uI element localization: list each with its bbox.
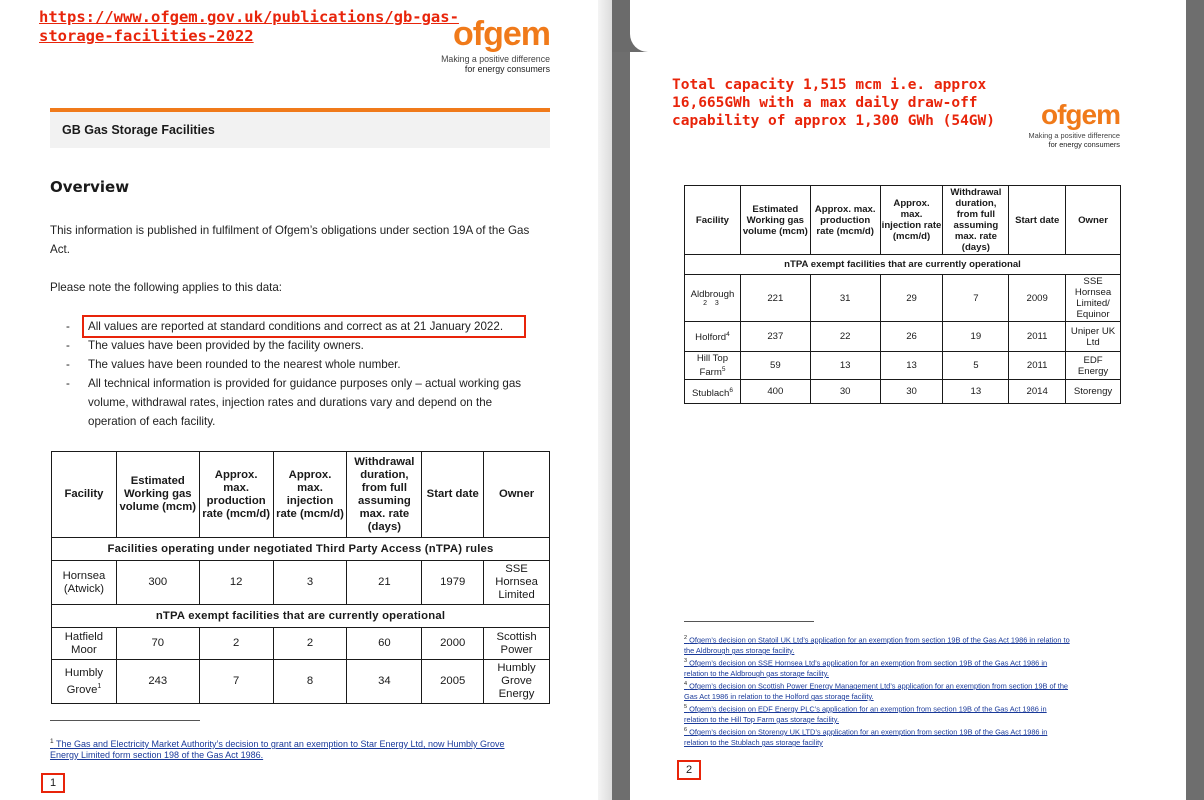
col-header-withdrawal: Withdrawal duration, from full assuming max. rate (days) <box>347 452 422 538</box>
cell-production: 31 <box>810 275 880 322</box>
cell-withdrawal: 13 <box>943 380 1009 404</box>
cell-start: 2005 <box>422 660 484 704</box>
col-header-facility: Facility <box>685 186 741 255</box>
footnote-ref[interactable]: 4 <box>726 331 730 339</box>
cell-production: 22 <box>810 322 880 352</box>
cell-production: 12 <box>199 561 273 605</box>
cell-owner: Storengy <box>1066 380 1121 404</box>
cell-volume: 221 <box>740 275 810 322</box>
intro-paragraph <box>50 221 529 259</box>
cell-volume: 70 <box>116 628 199 660</box>
logo-tagline-line-2: for energy consumers <box>464 64 550 75</box>
col-header-production: Approx. max. production rate (mcm/d) <box>810 186 880 255</box>
bullet-dash: - <box>66 377 70 390</box>
url-annotation-line-1: https://www.ofgem.gov.uk/publications/gb-gas- <box>39 8 459 26</box>
logo-wordmark: ofgem <box>453 15 550 53</box>
bullet-text: The values have been provided by the facility owners. <box>88 339 364 352</box>
table-section-row <box>52 538 550 561</box>
col-header-injection: Approx. max. injection rate (mcm/d) <box>880 186 943 255</box>
overview-heading: Overview <box>50 178 130 196</box>
table-row <box>52 628 550 660</box>
facility-name: Holford <box>695 332 727 344</box>
col-header-withdrawal: Withdrawal duration, from full assuming max. rate (days) <box>943 186 1009 255</box>
footnote-link-line-1: Ofgem’s decision on Statoil UK Ltd’s application for an exemption from section 19B of the Gas Act 1986 in relation to <box>689 635 1070 645</box>
cell-injection: 30 <box>880 380 943 404</box>
footnote-link-line-1: Ofgem’s decision on Storengy UK LTD’s application for an exemption from section 19B of the Gas Act 1986 in <box>689 727 1048 737</box>
cell-owner: Humbly Grove Energy <box>484 660 550 704</box>
cell-production: 2 <box>199 628 273 660</box>
capacity-line-2: 16,665GWh with a max daily draw-off <box>672 95 978 111</box>
cell-owner: SSE Hornsea Limited <box>484 561 550 605</box>
note-text: Please note the following applies to this data: <box>50 281 283 294</box>
cell-start: 2009 <box>1009 275 1066 322</box>
footnote-4[interactable] <box>684 679 1124 702</box>
cell-withdrawal: 21 <box>347 561 422 605</box>
footnote-link-line-1: Ofgem’s decision on EDF Energy PLC’s application for an exemption from section 19B of the Gas Act 1986 in <box>689 704 1047 714</box>
footnote-link-line-1: The Gas and Electricity Market Authority’s decision to grant an exemption to Star Energy Ltd, now Humbly Grove <box>55 739 505 749</box>
page-number-1: 1 <box>41 773 65 793</box>
footnote-number: 2 <box>684 635 688 641</box>
bullet-4-line-1: All technical information is provided for guidance purposes only – actual working gas <box>88 377 522 390</box>
document-page-1 <box>0 0 598 800</box>
cell-facility <box>685 275 741 322</box>
viewer-frame-right <box>1186 0 1204 800</box>
footnote-number: 5 <box>684 704 688 710</box>
col-header-start: Start date <box>422 452 484 538</box>
logo-tagline-line-1: Making a positive difference <box>441 54 550 64</box>
section-exempt-label: nTPA exempt facilities that are currently operational <box>685 255 1121 275</box>
intro-line-2: Act. <box>50 243 70 256</box>
table-row <box>52 561 550 605</box>
storage-table-page-2 <box>684 185 1121 404</box>
cell-start: 2011 <box>1009 322 1066 352</box>
footnote-2[interactable] <box>684 633 1124 656</box>
page-number-2: 2 <box>677 760 701 780</box>
cell-start: 2011 <box>1009 352 1066 380</box>
storage-table-page-1 <box>51 451 550 704</box>
document-title-band <box>50 108 550 148</box>
logo-tagline <box>1010 132 1120 149</box>
footnote-3[interactable] <box>684 656 1124 679</box>
bullet-dash: - <box>66 358 70 371</box>
table-row <box>685 275 1121 322</box>
logo-tagline <box>430 54 550 74</box>
table-header-row <box>685 186 1121 255</box>
cell-production: 13 <box>810 352 880 380</box>
cell-facility <box>52 660 117 704</box>
cell-volume: 237 <box>740 322 810 352</box>
cell-production: 30 <box>810 380 880 404</box>
ofgem-logo <box>430 16 550 74</box>
footnote-link-line-2: Energy Limited form section 198 of the Gas Act 1986. <box>50 750 264 760</box>
cell-volume: 59 <box>740 352 810 380</box>
cell-volume: 300 <box>116 561 199 605</box>
table-section-row <box>52 605 550 628</box>
cell-injection: 2 <box>273 628 347 660</box>
cell-withdrawal: 19 <box>943 322 1009 352</box>
footnote-ref[interactable]: 1 <box>97 682 102 690</box>
intro-line-1: This information is published in fulfilment of Ofgem’s obligations under section 19A of the Gas <box>50 224 530 237</box>
cell-withdrawal: 34 <box>347 660 422 704</box>
logo-tagline-line-2: for energy consumers <box>1048 139 1120 149</box>
footnote-ref[interactable]: 6 <box>729 386 733 394</box>
url-annotation[interactable] <box>39 8 459 46</box>
col-header-owner: Owner <box>484 452 550 538</box>
col-header-volume: Estimated Working gas volume (mcm) <box>740 186 810 255</box>
col-header-production: Approx. max. production rate (mcm/d) <box>199 452 273 538</box>
table-row <box>52 660 550 704</box>
logo-tagline-line-1: Making a positive difference <box>1028 131 1120 140</box>
bullet-dash: - <box>66 320 70 333</box>
footnote-link-line-2: relation to the Hill Top Farm gas storage facility. <box>684 714 839 724</box>
logo-wordmark: ofgem <box>1041 99 1120 130</box>
cell-injection: 13 <box>880 352 943 380</box>
footnote-number: 1 <box>50 738 54 745</box>
cell-volume: 400 <box>740 380 810 404</box>
footnote-link-line-1: Ofgem’s decision on Scottish Power Energy Management Ltd’s application for an exemption from section 19B of the <box>689 681 1069 691</box>
url-annotation-line-2: storage-facilities-2022 <box>39 27 254 45</box>
footnote-number: 3 <box>684 658 688 664</box>
bullet-text <box>88 374 548 431</box>
footnote-link-line-1: Ofgem’s decision on SSE Hornsea Ltd’s application for an exemption from section 19B of the Gas Act 1986 in <box>689 658 1048 668</box>
bullet-dash: - <box>66 339 70 352</box>
cell-owner: Scottish Power <box>484 628 550 660</box>
highlight-box <box>82 315 526 338</box>
col-header-facility: Facility <box>52 452 117 538</box>
facility-name: Aldbrough <box>690 288 735 300</box>
section-ntpa-label: Facilities operating under negotiated Third Party Access (nTPA) rules <box>52 538 550 561</box>
capacity-line-3: capability of approx 1,300 GWh (54GW) <box>672 113 996 129</box>
ofgem-logo-page-2 <box>1010 100 1120 149</box>
cell-owner: Uniper UK Ltd <box>1066 322 1121 352</box>
footnote-5[interactable] <box>684 702 1124 725</box>
cell-start: 2014 <box>1009 380 1066 404</box>
cell-owner: EDF Energy <box>1066 352 1121 380</box>
cell-withdrawal: 5 <box>943 352 1009 380</box>
footnote-divider <box>684 621 814 622</box>
cell-start: 2000 <box>422 628 484 660</box>
cell-withdrawal: 7 <box>943 275 1009 322</box>
footnote-6[interactable] <box>684 725 1124 748</box>
footnote-number: 4 <box>684 681 688 687</box>
capacity-annotation <box>672 76 995 130</box>
facility-name: Hill Top Farm <box>696 353 729 379</box>
cell-facility: Hatfield Moor <box>52 628 117 660</box>
cell-volume: 243 <box>116 660 199 704</box>
table-header-row <box>52 452 550 538</box>
col-header-owner: Owner <box>1066 186 1121 255</box>
bullet-4-line-2: volume, withdrawal rates, injection rates and durations vary and depend on the <box>88 396 493 409</box>
col-header-injection: Approx. max. injection rate (mcm/d) <box>273 452 347 538</box>
table-row <box>685 352 1121 380</box>
footnote-ref[interactable]: 2 3 <box>703 299 722 307</box>
bullet-4-line-3: operation of each facility. <box>88 415 216 428</box>
cell-injection: 8 <box>273 660 347 704</box>
col-header-volume: Estimated Working gas volume (mcm) <box>116 452 199 538</box>
footnote-divider <box>50 720 200 721</box>
cell-facility <box>685 380 741 404</box>
table-row <box>685 380 1121 404</box>
footnote-link-line-2: relation to the Aldbrough gas storage facility. <box>684 668 829 678</box>
cell-injection: 26 <box>880 322 943 352</box>
facility-name: Humbly Grove <box>64 666 104 696</box>
cell-production: 7 <box>199 660 273 704</box>
cell-facility: Hornsea (Atwick) <box>52 561 117 605</box>
bullet-text: The values have been rounded to the nearest whole number. <box>88 358 401 371</box>
footnote-number: 6 <box>684 727 688 733</box>
table-section-row <box>685 255 1121 275</box>
footnote-link-line-2: relation to the Stublach gas storage facility <box>684 737 823 747</box>
cell-facility <box>685 322 741 352</box>
capacity-line-1: Total capacity 1,515 mcm i.e. approx <box>672 77 987 93</box>
cell-injection: 29 <box>880 275 943 322</box>
section-exempt-label: nTPA exempt facilities that are currently operational <box>52 605 550 628</box>
cell-withdrawal: 60 <box>347 628 422 660</box>
viewer-frame-left <box>612 52 630 800</box>
table-row <box>685 322 1121 352</box>
viewer-frame-top-inner <box>630 0 1186 52</box>
cell-facility <box>685 352 741 380</box>
cell-start: 1979 <box>422 561 484 605</box>
bullet-text: All values are reported at standard conditions and correct as at 21 January 2022. <box>88 320 504 333</box>
footnote-1[interactable] <box>50 736 550 761</box>
facility-name: Stublach <box>691 387 730 399</box>
document-title: GB Gas Storage Facilities <box>62 123 215 137</box>
cell-owner: SSE Hornsea Limited/ Equinor <box>1066 275 1121 322</box>
footnote-link-line-2: the Aldbrough gas storage facility. <box>684 645 795 655</box>
cell-injection: 3 <box>273 561 347 605</box>
footnote-ref[interactable]: 5 <box>721 366 726 373</box>
col-header-start: Start date <box>1009 186 1066 255</box>
page-gutter <box>598 0 612 800</box>
footnote-link-line-2: Gas Act 1986 in relation to the Holford gas storage facility. <box>684 691 874 701</box>
